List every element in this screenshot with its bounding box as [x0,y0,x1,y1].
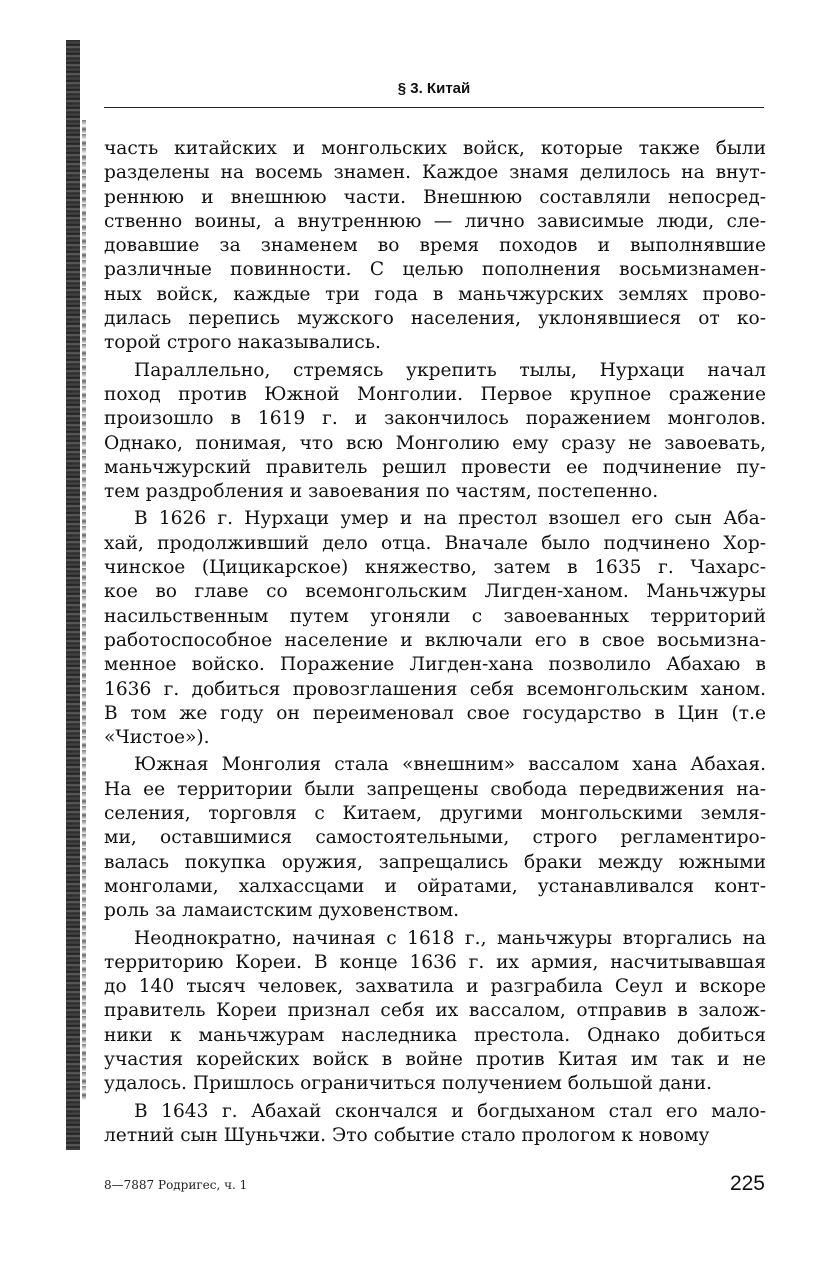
text-line: Параллельно, стремясь укрепить тылы, Нурхаци начал [134,359,766,381]
text-line: до 140 тысяч человек, захватила и разграбила Сеул и вскоре [104,976,766,998]
text-line: Однако, понимая, что всю Монголию ему сразу не завоевать, [104,432,766,454]
text-line: ных войск, каждые три года в маньчжурских землях прово- [104,283,766,305]
text-line: «Чистое»). [104,727,210,749]
text-line: чинское (Цицикарское) княжество, затем в 1635 г. Чахарс- [104,557,766,579]
text-line: селения, торговля с Китаем, другими монгольскими земля- [104,803,766,825]
text-line: торой строго наказывались. [104,332,381,354]
text-line: хай, продолживший дело отца. Вначале было подчинено Хор- [104,532,766,554]
text-line: ми, оставшимися самостоятельными, строго регламентиро- [104,827,766,849]
text-line: валась покупка оружия, запрещались браки между южными [104,851,766,873]
scan-binding-shadow [66,40,80,1150]
text-line: реннюю и внешнюю части. Внешнюю составляли непосред- [104,186,766,208]
text-line: кое во главе со всемонгольским Лигден-ханом. Маньчжуры [104,581,766,603]
paragraph [104,753,766,923]
text-line: работоспособное население и включали его в свое восьмизна- [104,629,766,651]
text-line: В 1626 г. Нурхаци умер и на престол взошел его сын Аба- [134,508,766,530]
text-line: тем раздробления и завоевания по частям, постепенно. [104,481,659,503]
paragraph [104,927,766,1097]
paragraph [104,137,766,356]
text-line: довавшие за знаменем во время походов и выполнявшие [104,235,766,257]
printer-signature: 8—7887 Родригес, ч. 1 [104,1178,248,1192]
text-line: ственно воины, а внутреннюю — лично зависимые люди, сле- [104,210,766,232]
running-head: § 3. Китай [104,80,764,108]
paragraph [104,359,766,505]
text-line: разделены на восемь знамен. Каждое знамя делилось на внут- [104,162,766,184]
text-line: ники к маньчжурам наследника престола. Однако добиться [104,1024,766,1046]
text-line: произошло в 1619 г. и закончилось поражением монголов. [104,408,766,430]
page-number: 225 [729,1172,765,1195]
text-line: маньчжурский правитель решил провести ее подчинение пу- [104,456,766,478]
text-line: правитель Кореи признал себя их вассалом, отправив в залож- [104,1000,766,1022]
text-line: роль за ламаистским духовенством. [104,900,460,922]
text-line: менное войско. Поражение Лигден-хана позволило Абахаю в [104,654,766,676]
paragraph [104,507,766,750]
text-line: В том же году он переименовал свое государство в Цин (т.е [104,702,766,724]
text-line: В 1643 г. Абахай скончался и богдыханом стал его мало- [134,1100,766,1122]
text-line: На ее территории были запрещены свобода передвижения на- [104,778,766,800]
text-line: часть китайских и монгольских войск, которые также были [104,138,766,159]
text-line: удалось. Пришлось ограничиться получением большой дани. [104,1073,713,1095]
text-line: различные повинности. С целью пополнения восьмизнамен- [104,259,766,281]
text-line: Южная Монголия стала «внешним» вассалом хана Абахая. [134,754,766,776]
text-line: монголами, халхассцами и ойратами, устанавливался конт- [104,875,766,897]
text-line: территорию Кореи. В конце 1636 г. их армия, насчитывавшая [104,951,766,973]
text-line: поход против Южной Монголии. Первое крупное сражение [104,383,766,405]
scan-binding-noise [82,120,86,1100]
text-line: дилась перепись мужского населения, уклонявшиеся от ко- [104,308,766,330]
paragraph [104,1100,766,1149]
text-line: Неоднократно, начиная с 1618 г., маньчжуры вторгались на [134,927,766,949]
text-line: участия корейских войск в войне против Китая им так и не [104,1048,766,1070]
text-line: насильственным путем угоняли с завоеванных территорий [104,605,766,627]
text-line: летний сын Шуньчжи. Это событие стало прологом к новому [104,1124,710,1146]
text-line: 1636 г. добиться провозглашения себя всемонгольским ханом. [104,678,766,700]
body-text [104,137,766,1148]
